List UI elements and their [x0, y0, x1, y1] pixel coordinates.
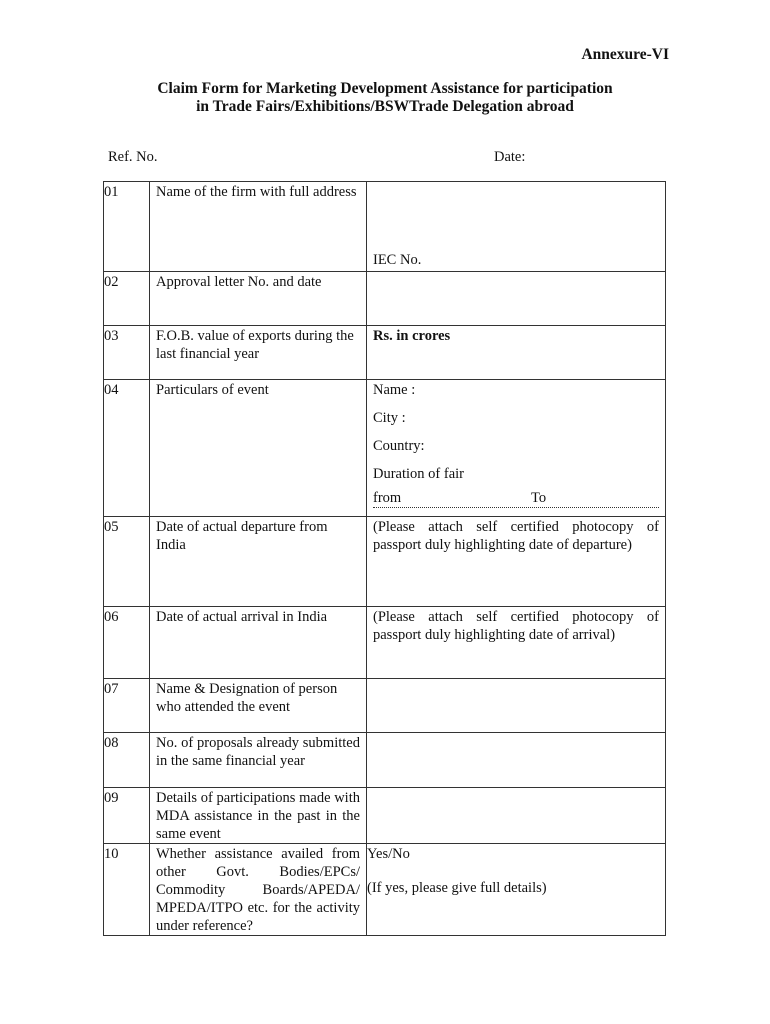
- row-number: 06: [104, 607, 150, 679]
- approval-letter-field[interactable]: [367, 272, 666, 326]
- table-row: [104, 788, 666, 844]
- row-number: 02: [104, 272, 150, 326]
- table-row: [104, 517, 666, 607]
- table-row: [104, 326, 666, 380]
- row-number: 03: [104, 326, 150, 380]
- to-label: To: [531, 490, 547, 506]
- row-label: No. of proposals already submitted in the same financial year: [150, 733, 367, 788]
- row-label: Details of participations made with MDA assistance in the past in the same event: [150, 788, 367, 844]
- event-city-label: City :: [373, 410, 406, 426]
- row-number: 09: [104, 788, 150, 844]
- row-number: 08: [104, 733, 150, 788]
- row-label: Date of actual arrival in India: [150, 607, 367, 679]
- event-particulars-field[interactable]: [367, 380, 666, 517]
- fob-value-field[interactable]: [367, 326, 666, 380]
- firm-address-field[interactable]: [367, 182, 666, 272]
- event-duration-label: Duration of fair: [373, 466, 464, 482]
- row-label: Whether assistance availed from other Govt. Bodies/EPCs/ Commodity Boards/APEDA/ MPEDA/ITPO etc. for the activity under reference?: [150, 844, 367, 936]
- row-number: 07: [104, 679, 150, 733]
- row-number: 05: [104, 517, 150, 607]
- iec-no-label: IEC No.: [373, 252, 422, 268]
- table-row: [104, 607, 666, 679]
- row-number: 10: [104, 844, 150, 936]
- attendee-field[interactable]: [367, 679, 666, 733]
- row-label: Name & Designation of person who attended the event: [150, 679, 367, 733]
- form-title-line-1: Claim Form for Marketing Development Assistance for participation: [157, 80, 613, 97]
- form-title-line-2: in Trade Fairs/Exhibitions/BSWTrade Delegation abroad: [196, 98, 574, 115]
- row-number: 04: [104, 380, 150, 517]
- ref-no-label: Ref. No.: [108, 149, 158, 165]
- event-country-label: Country:: [373, 438, 425, 454]
- annexure-label: Annexure-VI: [581, 46, 669, 63]
- table-row: [104, 182, 666, 272]
- departure-date-field[interactable]: [367, 517, 666, 607]
- from-label: from: [373, 490, 402, 506]
- row-label: F.O.B. value of exports during the last financial year: [150, 326, 367, 380]
- departure-note: (Please attach self certified photocopy of passport duly highlighting date of departure): [373, 519, 659, 553]
- proposals-field[interactable]: [367, 733, 666, 788]
- table-row: [104, 272, 666, 326]
- past-participation-field[interactable]: [367, 788, 666, 844]
- table-row: [104, 844, 666, 936]
- event-name-label: Name :: [373, 382, 416, 398]
- arrival-date-field[interactable]: [367, 607, 666, 679]
- arrival-note: (Please attach self certified photocopy of passport duly highlighting date of arrival): [373, 609, 659, 643]
- details-note: (If yes, please give full details): [367, 880, 547, 896]
- duration-from-to-field[interactable]: [373, 489, 659, 508]
- fob-unit-label: Rs. in crores: [373, 328, 451, 344]
- form-title: [0, 80, 770, 116]
- claim-form-table: [103, 181, 666, 936]
- other-assistance-field[interactable]: [367, 844, 666, 936]
- yes-no-label: Yes/No: [367, 846, 410, 862]
- row-label: Approval letter No. and date: [150, 272, 367, 326]
- row-number: 01: [104, 182, 150, 272]
- row-label: Date of actual departure from India: [150, 517, 367, 607]
- table-row: [104, 733, 666, 788]
- table-row: [104, 380, 666, 517]
- date-label: Date:: [494, 149, 526, 165]
- table-row: [104, 679, 666, 733]
- row-label: Particulars of event: [150, 380, 367, 517]
- row-label: Name of the firm with full address: [150, 182, 367, 272]
